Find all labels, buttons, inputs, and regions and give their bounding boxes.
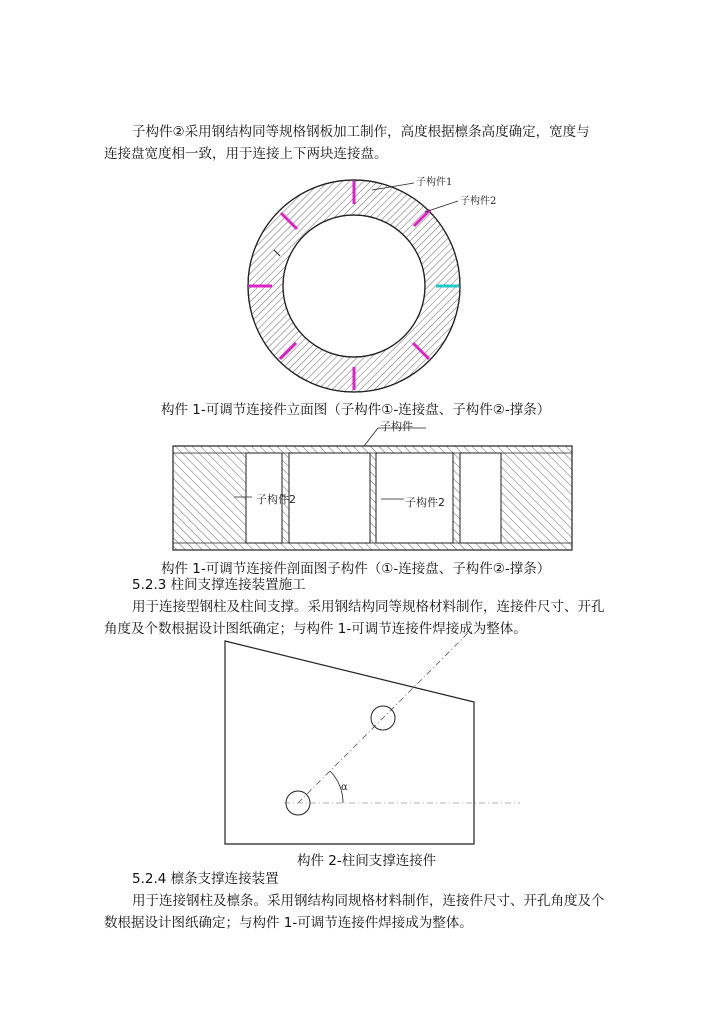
section-opening-2: [289, 453, 370, 543]
angle-label: α: [341, 782, 348, 793]
section-label-left: 子构件2: [256, 493, 296, 506]
label-part-1: 子构件1: [416, 177, 453, 188]
plate-outline: [225, 641, 474, 844]
section-524-line-1: 用于连接钢柱及檩条。采用钢结构同规格材料制作，连接件尺寸、开孔角度及个: [132, 893, 605, 909]
section-524-heading: 5.2.4 檩条支撑连接装置: [132, 871, 279, 887]
leader-part2: [425, 201, 458, 212]
paragraph-1-line-2: 连接盘宽度相一致，用于连接上下两块连接盘。: [104, 146, 388, 162]
figure-2-caption: 构件 1-可调节连接件剖面图子构件（①-连接盘、子构件②-撑条）: [161, 561, 551, 577]
section-label-right: 子构件2: [405, 496, 445, 509]
section-opening-4: [460, 453, 501, 543]
bracing-connector-figure: [0, 635, 724, 855]
section-label-top: 子构件: [380, 420, 413, 433]
paragraph-1-line-1: 子构件②采用钢结构同等规格钢板加工制作，高度根据檩条高度确定，宽度与: [132, 124, 590, 140]
section-523-line-1: 用于连接型钢柱及柱间支撑。采用钢结构同等规格材料制作，连接件尺寸、开孔: [132, 599, 605, 615]
label-part-2: 子构件2: [460, 196, 497, 207]
ring-elevation-figure: [0, 170, 724, 410]
figure-3-caption: 构件 2-柱间支撑连接件: [297, 853, 437, 869]
section-523-heading: 5.2.3 柱间支撑连接装置施工: [132, 577, 306, 593]
ring-section-figure: [0, 420, 724, 560]
section-523-line-2: 角度及个数根据设计图纸确定；与构件 1-可调节连接件焊接成为整体。: [104, 621, 527, 637]
figure-1-caption: 构件 1-可调节连接件立面图（子构件①-连接盘、子构件②-撑条）: [161, 402, 551, 418]
section-524-line-2: 数根据设计图纸确定；与构件 1-可调节连接件焊接成为整体。: [104, 915, 473, 931]
